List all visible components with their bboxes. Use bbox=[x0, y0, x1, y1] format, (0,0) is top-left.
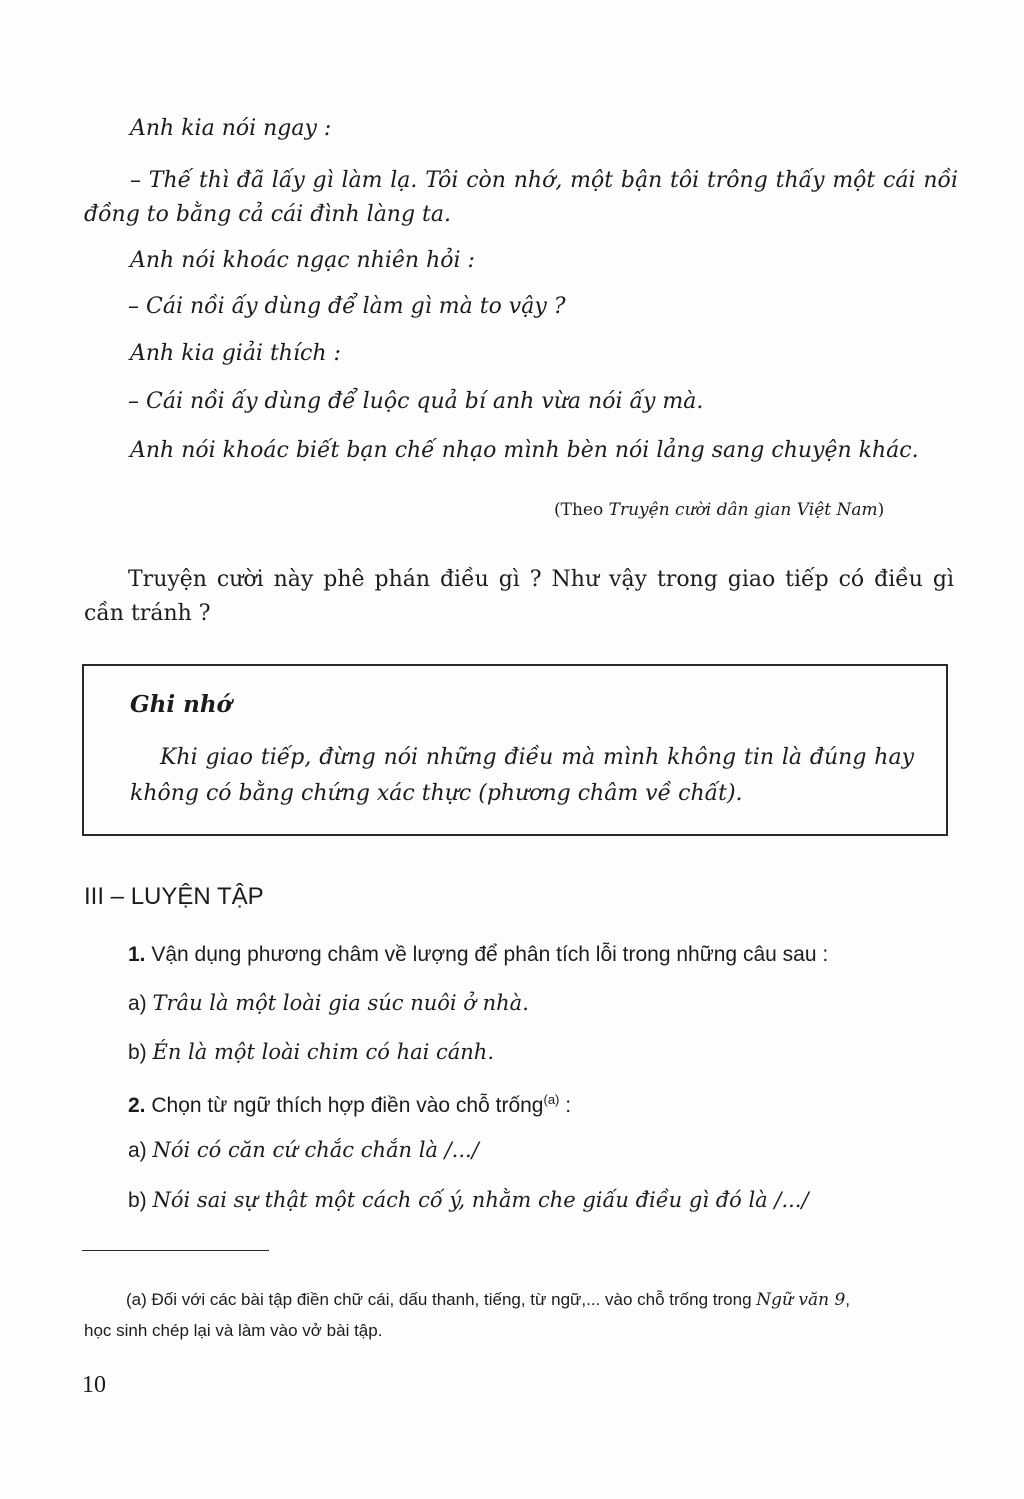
story-source bbox=[554, 495, 884, 525]
exercise-1b-label: b) bbox=[128, 1041, 153, 1064]
exercise-2a-text: Nói có căn cứ chắc chắn là /.../ bbox=[152, 1138, 479, 1162]
discussion-question: Truyện cười này phê phán điều gì ? Như vậy trong giao tiếp có điều gì cần tránh ? bbox=[84, 567, 954, 626]
exercise-2b bbox=[128, 1185, 809, 1216]
exercise-2b-label: b) bbox=[128, 1189, 153, 1212]
exercise-1-text: Vận dụng phương châm về lượng để phân tích lỗi trong những câu sau : bbox=[145, 943, 829, 966]
exercise-1b bbox=[128, 1037, 494, 1068]
footnote-line-1 bbox=[126, 1287, 850, 1313]
exercise-1-number: 1. bbox=[128, 943, 146, 966]
exercise-2 bbox=[128, 1085, 571, 1121]
exercise-1a bbox=[128, 988, 529, 1019]
source-prefix: (Theo bbox=[554, 500, 609, 520]
footnote-divider bbox=[82, 1250, 269, 1251]
exercise-2-colon: : bbox=[559, 1094, 572, 1117]
footnote-prefix: (a) Đối với các bài tập điền chữ cái, dấu thanh, tiếng, từ ngữ,... vào chỗ trống trong bbox=[126, 1290, 757, 1309]
story-line-5: Anh kia giải thích : bbox=[130, 341, 341, 366]
exercise-2-footnote-mark: (a) bbox=[543, 1092, 560, 1107]
story-line-4: – Cái nồi ấy dùng để làm gì mà to vậy ? bbox=[128, 294, 566, 319]
footnote-line-2: học sinh chép lại và làm vào vở bài tập. bbox=[84, 1321, 383, 1340]
page-number: 10 bbox=[82, 1372, 106, 1398]
story-line-7: Anh nói khoác biết bạn chế nhạo mình bèn nói lảng sang chuyện khác. bbox=[130, 438, 919, 463]
note-title: Ghi nhớ bbox=[130, 691, 232, 718]
footnote-suffix: , bbox=[845, 1290, 851, 1309]
exercise-2-number: 2. bbox=[128, 1094, 146, 1117]
exercise-2a bbox=[128, 1135, 479, 1166]
exercise-1b-text: Én là một loài chim có hai cánh. bbox=[152, 1040, 495, 1064]
note-body: Khi giao tiếp, đừng nói những điều mà mình không tin là đúng hay không có bằng chứng xác thực (phương châm về chất). bbox=[130, 745, 914, 806]
exercise-2-text: Chọn từ ngữ thích hợp điền vào chỗ trống bbox=[145, 1094, 544, 1117]
exercise-1a-label: a) bbox=[128, 992, 153, 1015]
exercise-2b-text: Nói sai sự thật một cách cố ý, nhằm che giấu điều gì đó là /.../ bbox=[152, 1188, 809, 1212]
story-line-2: – Thế thì đã lấy gì làm lạ. Tôi còn nhớ, một bận tôi trông thấy một cái nồi đồng to bằng cả cái đình làng ta. bbox=[84, 168, 958, 227]
story-line-6: – Cái nồi ấy dùng để luộc quả bí anh vừa nói ấy mà. bbox=[128, 389, 704, 414]
story-line-1: Anh kia nói ngay : bbox=[130, 116, 332, 141]
source-title: Truyện cười dân gian Việt Nam bbox=[608, 500, 878, 520]
exercise-1 bbox=[128, 940, 828, 970]
story-line-3: Anh nói khoác ngạc nhiên hỏi : bbox=[130, 248, 475, 273]
note-box bbox=[82, 664, 948, 836]
footnote-book: Ngữ văn 9 bbox=[756, 1290, 846, 1310]
section-heading: III – LUYỆN TẬP bbox=[84, 883, 264, 910]
source-suffix: ) bbox=[877, 500, 885, 520]
exercise-1a-text: Trâu là một loài gia súc nuôi ở nhà. bbox=[152, 991, 529, 1015]
exercise-2a-label: a) bbox=[128, 1139, 153, 1162]
